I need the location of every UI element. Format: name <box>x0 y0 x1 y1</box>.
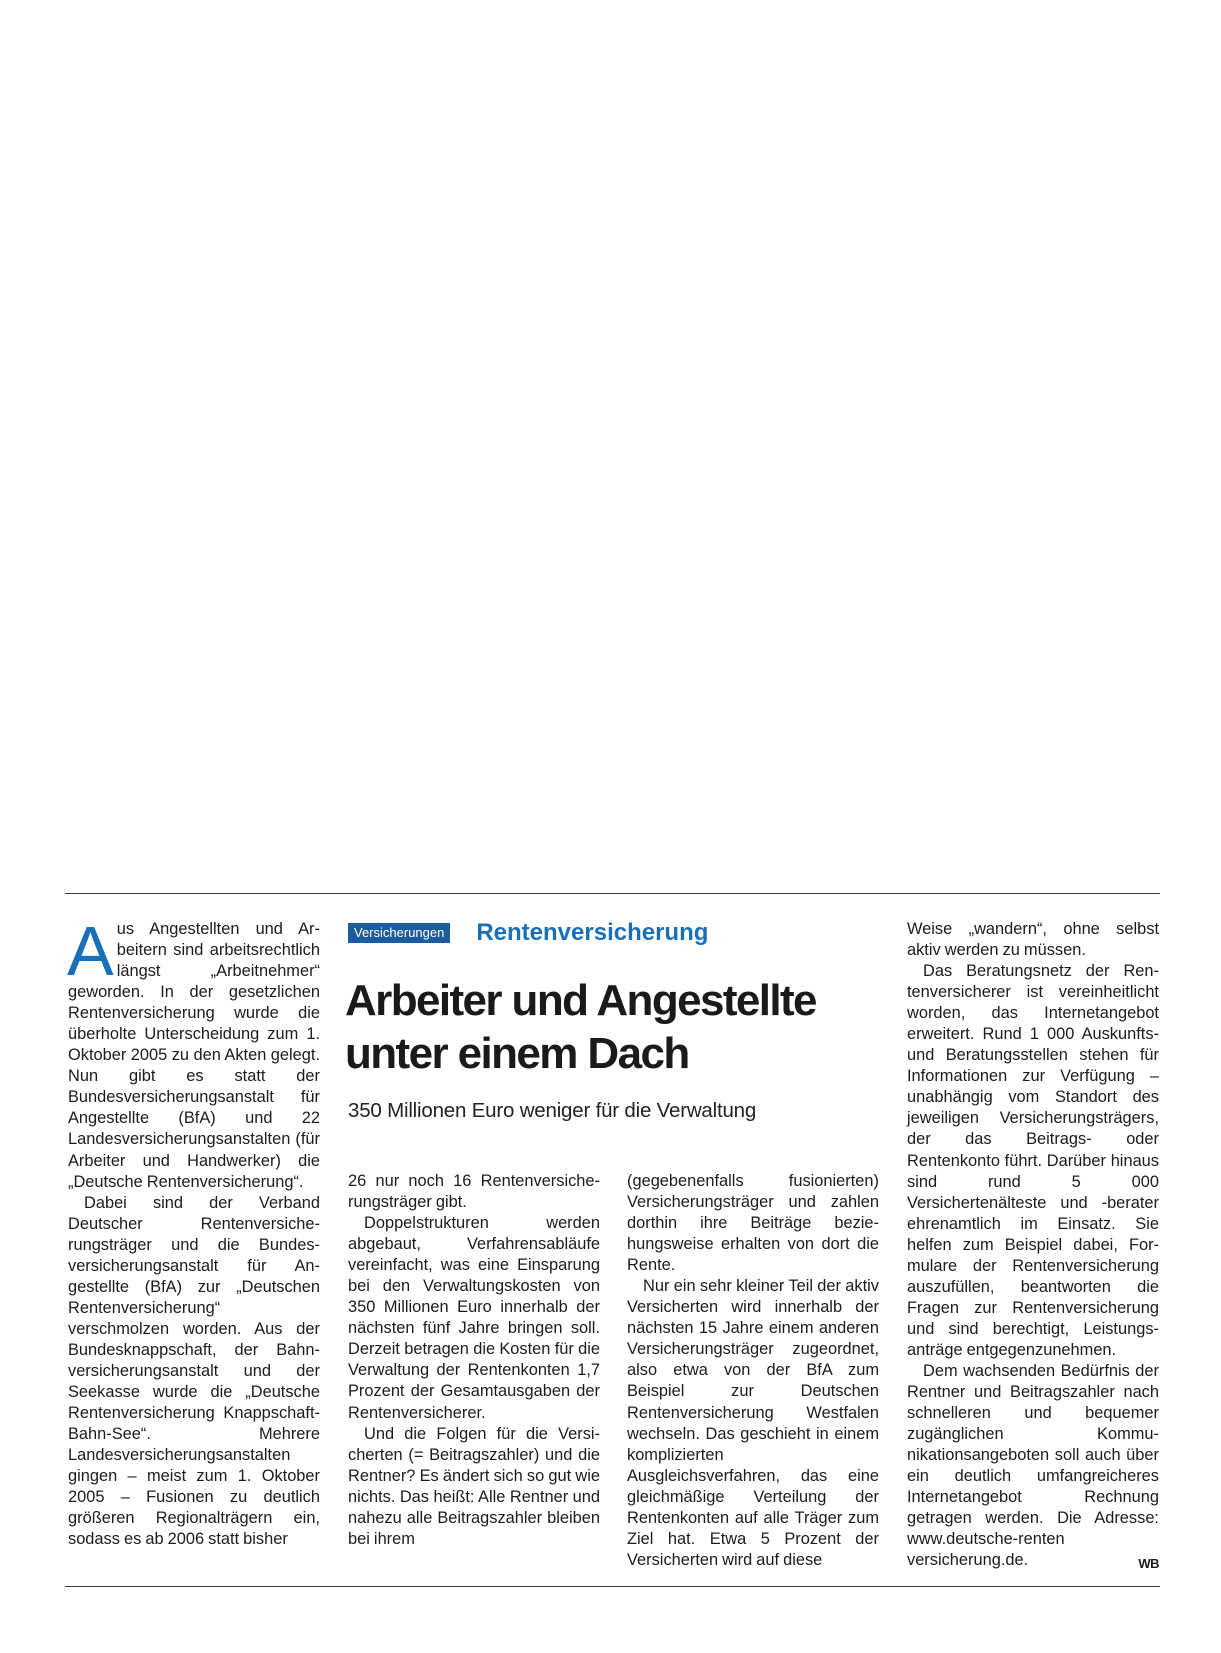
section-title: Rentenversicherung <box>476 919 709 946</box>
body-paragraph: Doppelstrukturen werden abgebaut, Verfahrensabläufe vereinfacht, was eine Einsparung bei den Verwaltungskosten von 350 Millionen Euro innerhalb der nächsten fünf Jahre bringen soll. Derzeit betragen die Kosten für die Verwaltung der Rentenkonten 1,7 Prozent der Gesamtausgaben der Rentenversicherer. <box>348 1214 600 1422</box>
body-paragraph: Das Beratungsnetz der Rentenversicherer ist vereinheitlicht worden, das Internetangebot erweitert. Rund 1 000 Auskunfts- und Beratungsstellen stehen für Informationen zur Verfügung – unabhängig vom Standort des jeweiligen Versicherungsträgers, der das Beitrags- oder Rentenkonto führt. Darüber hinaus sind rund 5 000 Versichertenälteste und -berater ehrenamtlich im Einsatz. Sie helfen zum Beispiel dabei, Formulare der Rentenversicherung auszufüllen, beantworten die Fragen zur Rentenversicherung und sind berechtigt, Leistungsanträge entgegenzunehmen. <box>907 962 1159 1359</box>
body-paragraph: Weise „wandern“, ohne selbst aktiv werden zu müssen. <box>907 920 1159 960</box>
body-paragraph: Und die Folgen für die Versicherten (= Beitragszahler) und die Rentner? Es ändert sich so gut wie nichts. Das heißt: Alle Rentner und nahezu alle Beitragszahler bleiben bei ihrem <box>348 1424 600 1548</box>
top-rule <box>65 893 1160 894</box>
body-paragraph: Dabei sind der Verband Deutscher Rentenversicherungsträger und die Bundesversicherungsanstalt für Angestellte (BfA) zur „Deutschen Rentenversicherung“ verschmolzen worden. Aus der Bundesknappschaft, der Bahnversicherungsanstalt und der Seekasse wurde die „Deutsche Rentenversicherung Knappschaft-Bahn-See“. Mehrere Landesversicherungsanstalten gingen – meist zum 1. Oktober 2005 – Fusionen zu deutlich größeren Regionalträgern ein, sodass es ab 2006 statt bisher <box>68 1193 320 1549</box>
headline-line: unter einem Dach <box>345 1029 689 1078</box>
author-signature: WB <box>1138 1556 1159 1572</box>
body-paragraph <box>907 1361 1159 1571</box>
category-tag[interactable]: Versicherungen <box>348 923 450 943</box>
body-text: Dem wachsenden Bedürfnis der Rentner und Beitragszahler nach schnelleren und bequemer zugänglichen Kommunikationsangeboten soll auch über ein deutlich umfangreicheres Internetangebot Rechnung getragen werden. Die Adresse: www.deutsche-renten versicherung.de. <box>907 1361 1159 1570</box>
article-column-2 <box>348 1171 600 1550</box>
headline <box>345 974 905 1080</box>
body-paragraph: 26 nur noch 16 Rentenversicherungsträger gibt. <box>348 1172 600 1212</box>
headline-line: Arbeiter und Angestellte <box>345 976 816 1025</box>
body-paragraph: (gegebenenfalls fusionierten) Versicherungsträger und zahlen dorthin ihre Beiträge beziehungsweise erhalten von dort die Rente. <box>627 1172 879 1275</box>
body-paragraph: Nur ein sehr kleiner Teil der aktiv Versicherten wird innerhalb der nächsten 15 Jahre einem anderen Versicherungsträger zugeordnet, also etwa von der BfA zum Beispiel zur Deutschen Rentenversicherung Westfalen wechseln. Das geschieht in einem komplizierten Ausgleichsverfahren, das eine gleichmäßige Verteilung der Rentenkonten auf alle Träger zum Ziel hat. Etwa 5 Prozent der Versicherten wird auf diese <box>627 1277 879 1569</box>
body-text: us Angestellten und Arbeitern sind arbeitsrechtlich längst „Arbeitnehmer“ geworden. In der gesetzlichen Rentenversicherung wurde die überholte Unterscheidung zum 1. Oktober 2005 zu den Akten gelegt. Nun gibt es statt der Bundesversicherungsanstalt für Angestellte (BfA) und 22 Landesversicherungsanstalten (für Arbeiter und Handwerker) die „Deutsche Rentenversicherung“. <box>68 920 320 1191</box>
article-column-1 <box>67 912 320 1550</box>
bottom-rule <box>65 1586 1160 1587</box>
article-column-4 <box>907 919 1159 1574</box>
body-paragraph <box>67 912 320 1193</box>
article-column-3 <box>627 1171 879 1571</box>
kicker <box>348 921 708 945</box>
subheadline: 350 Millionen Euro weniger für die Verwaltung <box>348 1099 757 1122</box>
drop-cap: A <box>67 912 114 990</box>
